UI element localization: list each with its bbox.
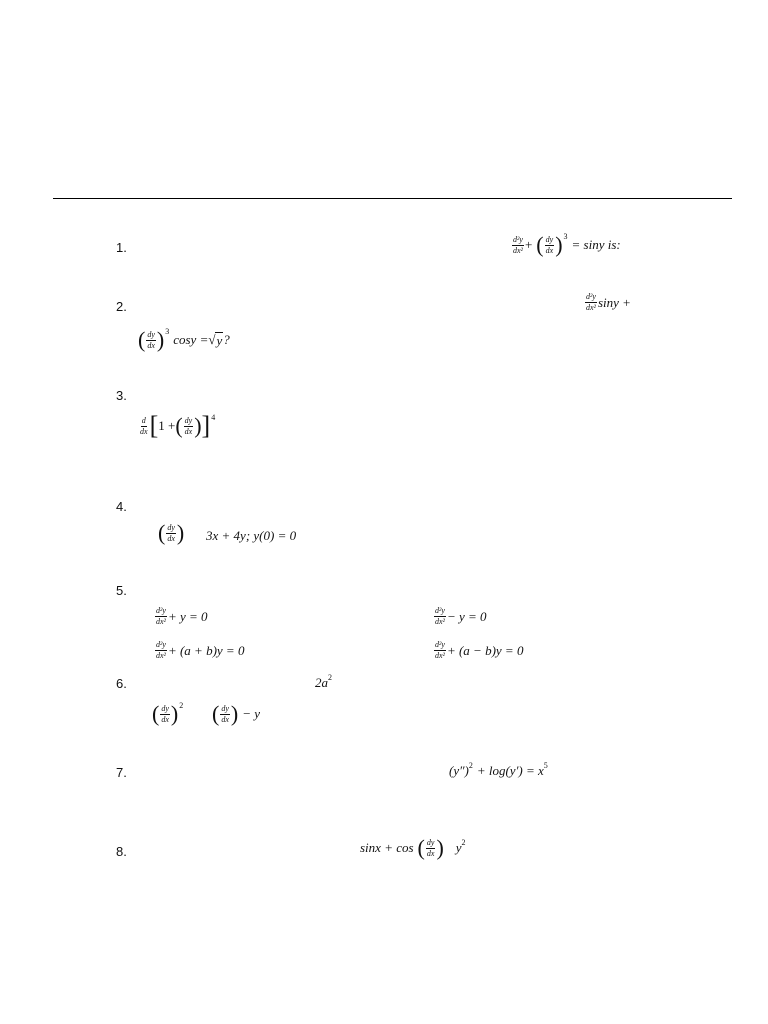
horizontal-rule [53, 198, 732, 199]
frac-d2y-dx2: $\frac{\text{d²y}}{\text{dx²}}$ [513, 234, 523, 255]
frac-d2y-dx2: $\frac{\text{d²y}}{\text{dx²}}$ [156, 640, 166, 660]
frac-dy-dx: $\frac{dy}{dx}$ [147, 329, 155, 350]
question-5-option-a: $\frac{\text{d²y}}{\text{dx²}}$ + y = 0 [156, 606, 208, 626]
question-4-dy-dx: ( $\frac{dy}{dx}$ ) [158, 520, 185, 545]
question-2-equation-line1: $\frac{\text{d²y}}{\text{dx²}}$ siny + [586, 292, 631, 312]
question-5-number: 5. [116, 583, 127, 598]
frac-dy-dx: $\frac{dy}{dx}$ [545, 234, 554, 255]
question-7-equation: (y″) 2 + log(y′) = x 5 [449, 760, 548, 778]
question-8-equation: sinx + cos ( $\frac{dy}{dx}$ ) y 2 [360, 835, 466, 860]
frac-d2y-dx2: $\frac{\text{d²y}}{\text{dx²}}$ [435, 606, 445, 626]
question-3-number: 3. [116, 388, 127, 403]
question-6-dy-dx-squared: ( $\frac{dy}{dx}$ ) 2 [152, 700, 184, 726]
question-5-option-b: $\frac{\text{d²y}}{\text{dx²}}$ − y = 0 [435, 606, 487, 626]
question-2-number: 2. [116, 299, 127, 314]
frac-d2y-dx2: $\frac{\text{d²y}}{\text{dx²}}$ [156, 606, 166, 626]
question-4-number: 4. [116, 499, 127, 514]
question-5-option-d: $\frac{\text{d²y}}{\text{dx²}}$ + (a − b)y = 0 [435, 640, 524, 660]
sqrt-symbol: √ [208, 332, 216, 347]
frac-dy-dx: $\frac{dy}{dx}$ [167, 522, 175, 543]
frac-dy-dx: $\frac{dy}{dx}$ [221, 703, 229, 724]
frac-d-dx: $\frac{d}{dx}$ [140, 415, 148, 436]
frac-d2y-dx2: $\frac{\text{d²y}}{\text{dx²}}$ [435, 640, 445, 660]
frac-dy-dx: $\frac{dy}{dx}$ [184, 415, 193, 436]
question-2-equation-line2: ( $\frac{dy}{dx}$ ) 3 cosy = √ y ? [138, 326, 230, 352]
question-8-number: 8. [116, 844, 127, 859]
frac-dy-dx: $\frac{dy}{dx}$ [161, 703, 169, 724]
frac-d2y-dx2: $\frac{\text{d²y}}{\text{dx²}}$ [586, 292, 596, 312]
frac-dy-dx: $\frac{dy}{dx}$ [426, 837, 435, 858]
question-5-option-c: $\frac{\text{d²y}}{\text{dx²}}$ + (a + b)y = 0 [156, 640, 245, 660]
question-1-number: 1. [116, 240, 127, 255]
question-6-number: 6. [116, 676, 127, 691]
question-4-equation: 3x + 4y; y(0) = 0 [206, 528, 297, 543]
question-6-dy-dx-minus-y: ( $\frac{dy}{dx}$ ) − y [212, 701, 261, 726]
question-3-equation: $\frac{d}{dx}$ [ 1 + ( $\frac{dy}{dx}$ ) ] 4 [140, 411, 216, 440]
question-1-equation: $\frac{\text{d²y}}{\text{dx²}}$ + ( $\frac{dy}{dx}$ ) 3 = siny is: [513, 231, 621, 257]
question-7-number: 7. [116, 765, 127, 780]
question-6-constant: 2a 2 [315, 672, 332, 690]
